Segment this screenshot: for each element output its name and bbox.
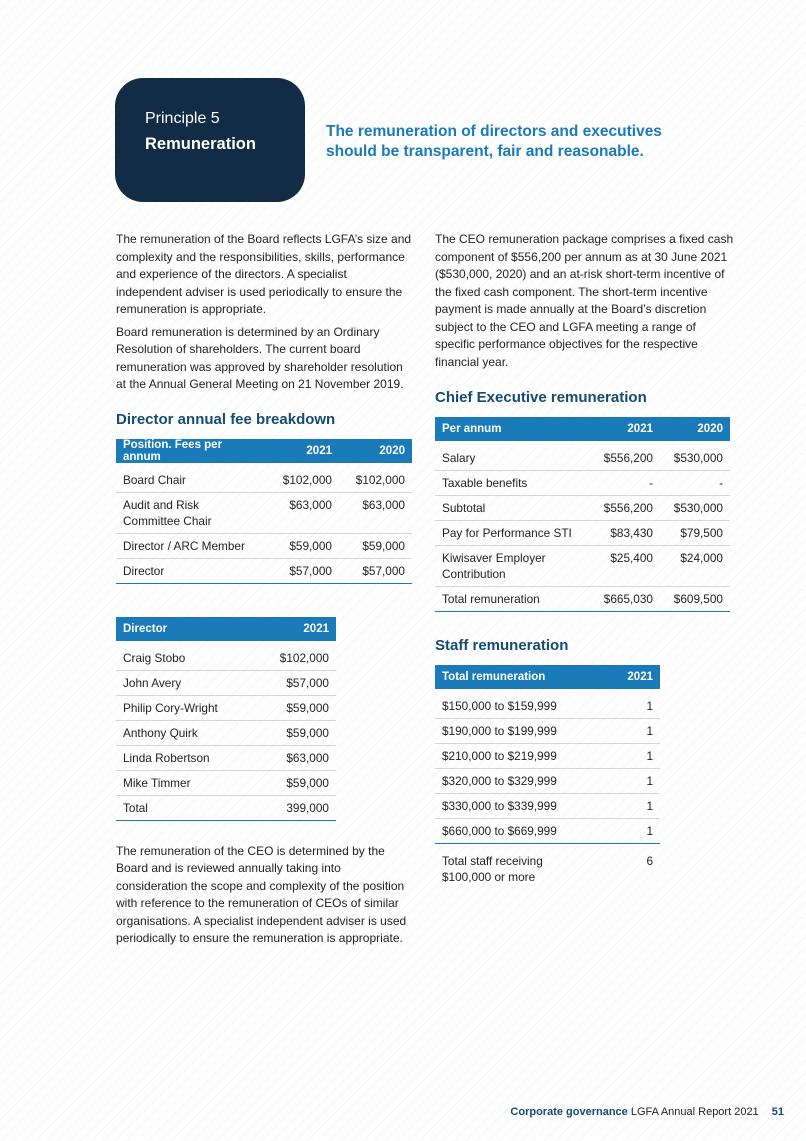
table-row: [435, 441, 730, 471]
principle-number: Principle 5: [145, 110, 220, 127]
column-header: 2021: [266, 439, 339, 463]
left-column: [116, 231, 412, 948]
table-cell: 1: [595, 819, 660, 844]
table-cell: $24,000: [660, 546, 730, 587]
table-row: [116, 558, 412, 583]
table-cell: Philip Cory-Wright: [116, 695, 256, 720]
table-cell: Taxable benefits: [435, 471, 590, 496]
page-footer: [510, 1106, 784, 1118]
table-cell: Linda Robertson: [116, 745, 256, 770]
column-header: 2021: [590, 417, 660, 441]
table-row: [435, 546, 730, 587]
table-cell: Board Chair: [116, 463, 266, 493]
table-row: [435, 769, 660, 794]
table-cell: -: [660, 471, 730, 496]
column-header: 2021: [595, 665, 660, 689]
table-cell: $556,200: [590, 441, 660, 471]
table-cell: 1: [595, 744, 660, 769]
table-cell: $59,000: [266, 533, 339, 558]
column-header: Total remuneration: [435, 665, 595, 689]
table-cell: $102,000: [266, 463, 339, 493]
director-fees-table: [116, 617, 336, 821]
table-cell: 1: [595, 719, 660, 744]
table-cell: Anthony Quirk: [116, 720, 256, 745]
table-cell: $59,000: [256, 720, 336, 745]
footer-section: Corporate governance: [510, 1106, 628, 1118]
table-cell: $59,000: [256, 695, 336, 720]
table-cell: $609,500: [660, 587, 730, 612]
table-row: [435, 496, 730, 521]
table-row: [116, 463, 412, 493]
board-remuneration-paragraph: The remuneration of the Board reflects LGFA’s size and complexity and the responsibilities, skills, performance and experience of the directors. A specialist independent adviser is used periodically to ensure the remuneration is appropriate.: [116, 232, 412, 316]
table-cell: 6: [646, 854, 653, 868]
table-row: [116, 770, 336, 795]
table-cell: John Avery: [116, 670, 256, 695]
table-cell: $25,400: [590, 546, 660, 587]
ceo-remuneration-paragraph: The remuneration of the CEO is determined by the Board and is reviewed annually taking into consideration the scope and complexity of the position with reference to the remuneration of CEOs of similar organisations. A specialist independent adviser is used periodically to ensure the remuneration is appropriate.: [116, 843, 407, 945]
table-row: [116, 641, 336, 671]
table-row: [116, 670, 336, 695]
column-header: Per annum: [435, 417, 590, 441]
table-cell: $83,430: [590, 521, 660, 546]
table-cell: $57,000: [339, 558, 412, 583]
page-number: 51: [771, 1106, 784, 1118]
table-cell: $660,000 to $669,999: [435, 819, 595, 844]
table-cell: $63,000: [266, 492, 339, 533]
principle-title: Remuneration: [145, 135, 256, 153]
table-cell: $210,000 to $219,999: [435, 744, 595, 769]
column-header: Director: [116, 617, 256, 641]
table-cell: $102,000: [339, 463, 412, 493]
table-cell: $190,000 to $199,999: [435, 719, 595, 744]
table-cell: Craig Stobo: [116, 641, 256, 671]
table-cell: Salary: [435, 441, 590, 471]
principle-box: [115, 78, 305, 202]
table-cell: $665,030: [590, 587, 660, 612]
table-cell: Kiwisaver Employer Contribution: [435, 546, 590, 587]
table-cell: Mike Timmer: [116, 770, 256, 795]
right-column: [435, 231, 735, 889]
headline-line-1: The remuneration of directors and executives: [326, 123, 662, 140]
table-row: [116, 695, 336, 720]
table-cell: 399,000: [256, 795, 336, 820]
table-cell: $63,000: [256, 745, 336, 770]
table-cell: -: [590, 471, 660, 496]
table-row: [116, 533, 412, 558]
fee-breakdown-table: [116, 439, 412, 584]
headline-line-2: should be transparent, fair and reasonable.: [326, 143, 644, 160]
fee-breakdown-title: Director annual fee breakdown: [116, 410, 336, 428]
table-cell: $320,000 to $329,999: [435, 769, 595, 794]
footer-report-title: LGFA Annual Report 2021: [630, 1106, 759, 1118]
table-cell: 1: [595, 769, 660, 794]
table-row: [435, 521, 730, 546]
table-cell: $57,000: [256, 670, 336, 695]
staff-remuneration-table: [435, 665, 660, 889]
board-resolution-paragraph: Board remuneration is determined by an Ordinary Resolution of shareholders. The current board remuneration was approved by shareholder resolution at the Annual General Meeting on 21 November 2019.: [116, 324, 404, 391]
table-cell: 1: [595, 689, 660, 719]
table-cell: 1: [595, 794, 660, 819]
table-cell: $57,000: [266, 558, 339, 583]
ceo-remuneration-table: [435, 417, 730, 612]
table-cell: $102,000: [256, 641, 336, 671]
table-cell: $330,000 to $339,999: [435, 794, 595, 819]
table-cell: Audit and Risk Committee Chair: [116, 492, 266, 533]
column-header: 2020: [339, 439, 412, 463]
table-row: [116, 720, 336, 745]
principle-headline: [326, 122, 706, 162]
table-row: [435, 794, 660, 819]
column-header: 2020: [660, 417, 730, 441]
table-row: [435, 689, 660, 719]
table-cell: $79,500: [660, 521, 730, 546]
table-row: [435, 819, 660, 844]
table-row: [435, 719, 660, 744]
table-header-row: [116, 617, 336, 641]
table-row: [116, 745, 336, 770]
column-header: Position. Fees per annum: [116, 439, 266, 463]
table-header-row: [435, 417, 730, 441]
table-row: [116, 492, 412, 533]
table-cell: Total staff receiving $100,000 or more: [442, 854, 543, 884]
table-cell: $530,000: [660, 441, 730, 471]
table-cell: $59,000: [256, 770, 336, 795]
table-row: [435, 587, 730, 612]
table-header-row: [435, 665, 660, 689]
table-cell: $556,200: [590, 496, 660, 521]
table-cell: Pay for Performance STI: [435, 521, 590, 546]
ceo-package-paragraph: The CEO remuneration package comprises a fixed cash component of $556,200 per annum as at 30 June 2021 ($530,000, 2020) and an at-risk short-term incentive of the fixed cash component. The short-term incentive payment is made annually at the Board’s discretion subject to the CEO and LGFA meeting a range of specific performance objectives for the respective financial year.: [435, 232, 734, 369]
table-cell: $59,000: [339, 533, 412, 558]
table-cell: Subtotal: [435, 496, 590, 521]
table-row: [435, 844, 660, 890]
staff-remuneration-title: Staff remuneration: [435, 637, 569, 654]
table-cell: Director / ARC Member: [116, 533, 266, 558]
table-cell: Total: [116, 795, 256, 820]
table-row: [435, 471, 730, 496]
table-cell: $150,000 to $159,999: [435, 689, 595, 719]
table-header-row: [116, 439, 412, 463]
table-cell: $63,000: [339, 492, 412, 533]
ceo-remuneration-title: Chief Executive remuneration: [435, 389, 647, 406]
table-row: [435, 744, 660, 769]
table-cell: Director: [116, 558, 266, 583]
table-row: [116, 795, 336, 820]
table-cell: Total remuneration: [435, 587, 590, 612]
table-cell: $530,000: [660, 496, 730, 521]
column-header: 2021: [256, 617, 336, 641]
